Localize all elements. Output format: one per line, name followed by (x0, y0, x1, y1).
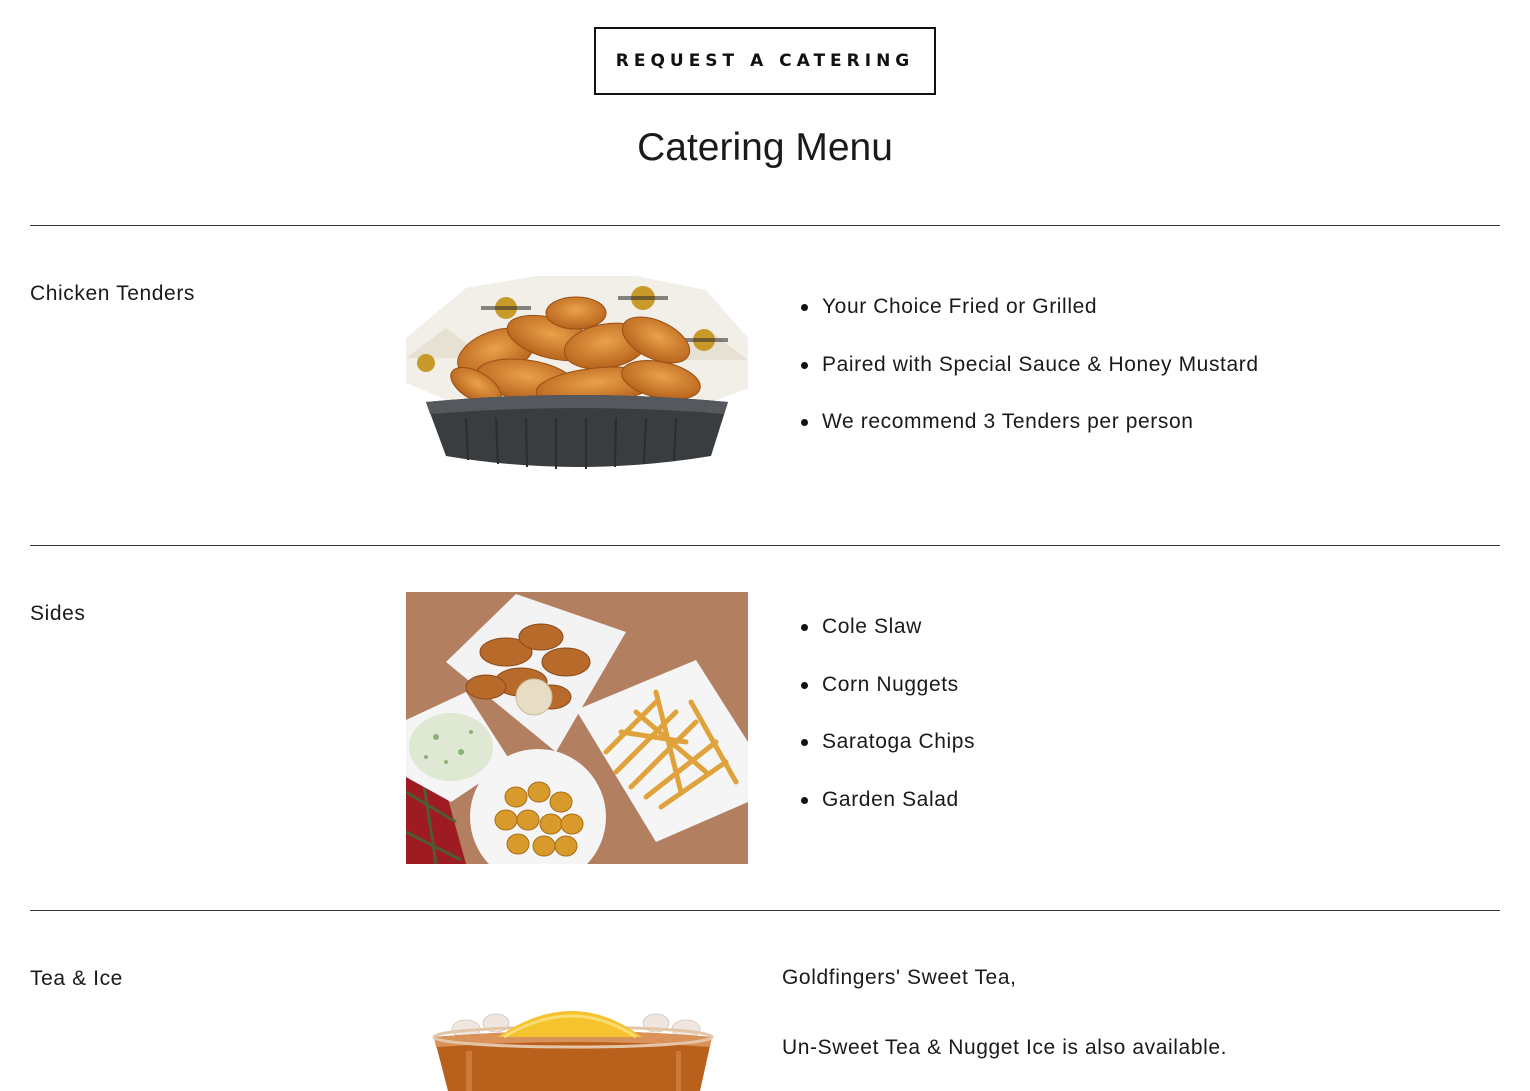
tea-description-line-1: Goldfingers' Sweet Tea, (782, 966, 1017, 989)
list-item: Saratoga Chips (800, 726, 975, 784)
section-title-sides: Sides (30, 602, 86, 625)
chicken-tenders-photo (406, 268, 748, 482)
sweet-tea-photo (406, 985, 748, 1091)
section-divider (30, 225, 1500, 226)
page-title: Catering Menu (637, 126, 893, 169)
section-title-chicken-tenders: Chicken Tenders (30, 282, 196, 305)
list-item: Corn Nuggets (800, 669, 975, 727)
sides-list (800, 611, 975, 841)
list-item: Paired with Special Sauce & Honey Mustard (800, 349, 1259, 407)
section-divider (30, 545, 1500, 546)
list-item: Cole Slaw (800, 611, 975, 669)
request-catering-button[interactable]: REQUEST A CATERING (594, 27, 936, 95)
section-title-tea-ice: Tea & Ice (30, 967, 123, 990)
sides-photo (406, 592, 748, 864)
list-item: Garden Salad (800, 784, 975, 842)
section-divider (30, 910, 1500, 911)
tea-description-line-2: Un-Sweet Tea & Nugget Ice is also available. (782, 1036, 1228, 1059)
chicken-tenders-list (800, 291, 1259, 464)
list-item: We recommend 3 Tenders per person (800, 406, 1259, 464)
list-item: Your Choice Fried or Grilled (800, 291, 1259, 349)
